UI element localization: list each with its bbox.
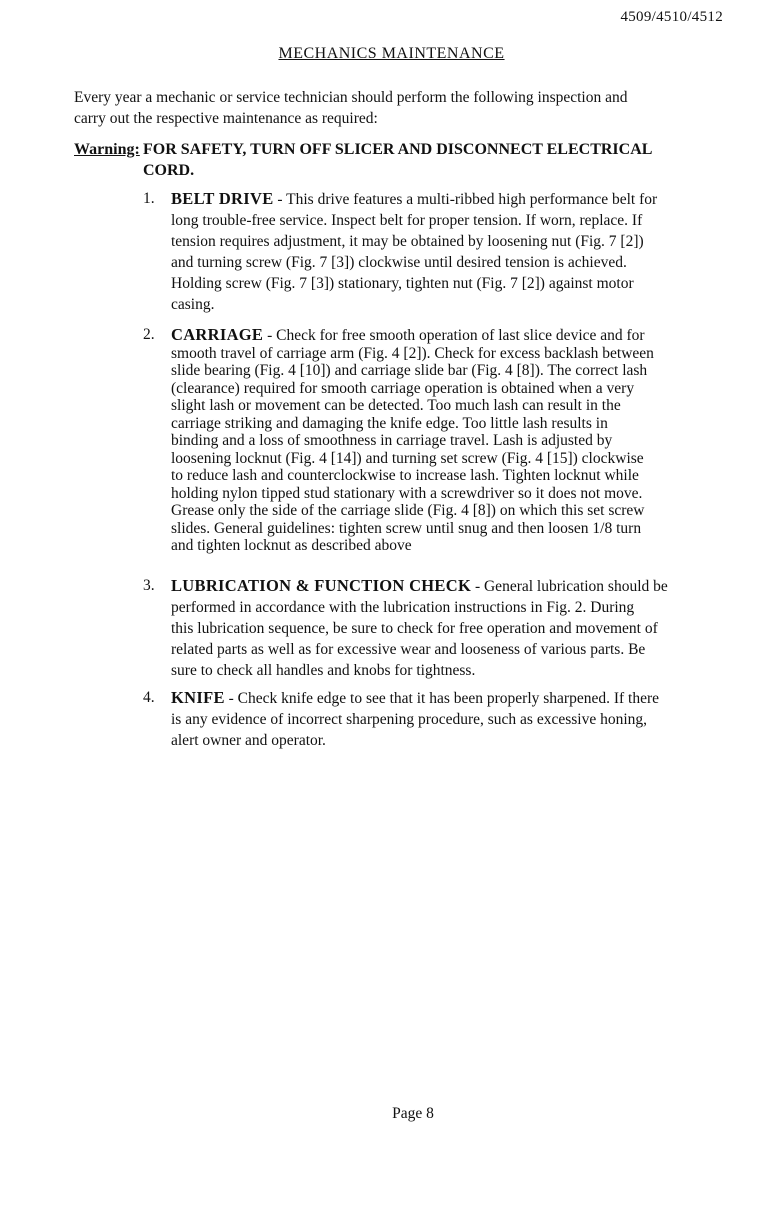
item-line: carriage striking and damaging the knife edge. Too little lash results in [171,414,608,432]
maintenance-item-carriage [143,326,763,555]
intro-line: Every year a mechanic or service technician should perform the following inspection and [74,89,628,106]
item-line: smooth travel of carriage arm (Fig. 4 [2]). Check for excess backlash between [171,344,654,362]
item-line: Grease only the side of the carriage slide (Fig. 4 [8]) on which this set screw [171,502,645,519]
item-heading: BELT DRIVE [171,189,274,208]
item-line [171,326,763,345]
intro-paragraph [74,87,628,129]
item-number: 4. [143,688,155,706]
item-line [171,687,763,709]
intro-line: carry out the respective maintenance as required: [74,110,378,127]
item-number: 1. [143,190,155,207]
item-number: 3. [143,576,155,594]
item-line: Holding screw (Fig. 7 [3]) stationary, tighten nut (Fig. 7 [2]) against motor [171,275,634,292]
item-line: slides. General guidelines: tighten screw until snug and then loosen 1/8 turn [171,519,642,537]
warning-text-continued: CORD. [143,162,195,179]
item-line: slight lash or movement can be detected. Too much lash can result in the [171,397,621,414]
item-line: performed in accordance with the lubrication instructions in Fig. 2. During [171,598,635,616]
maintenance-list [143,188,763,751]
item-line: this lubrication sequence, be sure to check for free operation and movement of [171,619,658,637]
item-line: and turning screw (Fig. 7 [3]) clockwise until desired tension is achieved. [171,254,627,271]
item-line: tension requires adjustment, it may be obtained by loosening nut (Fig. 7 [2]) [171,233,644,250]
item-line: and tighten locknut as described above [171,537,412,554]
item-heading: KNIFE [171,687,225,707]
item-line: binding and a loss of smoothness in carriage travel. Lash is adjusted by [171,432,613,449]
item-heading: LUBRICATION & FUNCTION CHECK [171,575,472,595]
item-line: holding nylon tipped stud stationary with a screwdriver so it does not move. [171,484,643,502]
item-line [171,188,763,210]
item-heading: CARRIAGE [171,325,264,344]
item-line [171,575,763,597]
item-line: slide bearing (Fig. 4 [10]) and carriage slide bar (Fig. 4 [8]). The correct lash [171,362,648,379]
document-number: 4509/4510/4512 [620,9,723,25]
item-line: to reduce lash and counterclockwise to increase lash. Tighten locknut while [171,467,639,484]
item-text: - Check for free smooth operation of last slice device and for [263,327,645,344]
warning-label: Warning: [74,141,140,158]
item-line: is any evidence of incorrect sharpening procedure, such as excessive honing, [171,710,648,728]
maintenance-item-lubrication [143,575,763,681]
item-text: - This drive features a multi-ribbed high performance belt for [273,191,658,208]
item-line: loosening locknut (Fig. 4 [14]) and turning set screw (Fig. 4 [15]) clockwise [171,449,644,467]
warning-block [74,139,652,181]
page-title: MECHANICS MAINTENANCE [278,45,505,62]
page-number: Page 8 [392,1105,434,1122]
item-line: sure to check all handles and knobs for tightness. [171,661,476,679]
item-line: casing. [171,296,215,313]
maintenance-item-knife [143,687,763,751]
item-line: alert owner and operator. [171,731,326,749]
item-line: related parts as well as for excessive wear and looseness of various parts. Be [171,640,646,658]
item-text: - Check knife edge to see that it has been properly sharpened. If there [224,689,660,707]
item-line: (clearance) required for smooth carriage operation is obtained when a very [171,379,635,397]
warning-text: FOR SAFETY, TURN OFF SLICER AND DISCONNECT ELECTRICAL [143,141,653,158]
item-text: - General lubrication should be [471,577,668,595]
item-line: long trouble-free service. Inspect belt for proper tension. If worn, replace. If [171,212,643,229]
maintenance-item-belt-drive [143,188,763,315]
item-number: 2. [143,326,155,343]
